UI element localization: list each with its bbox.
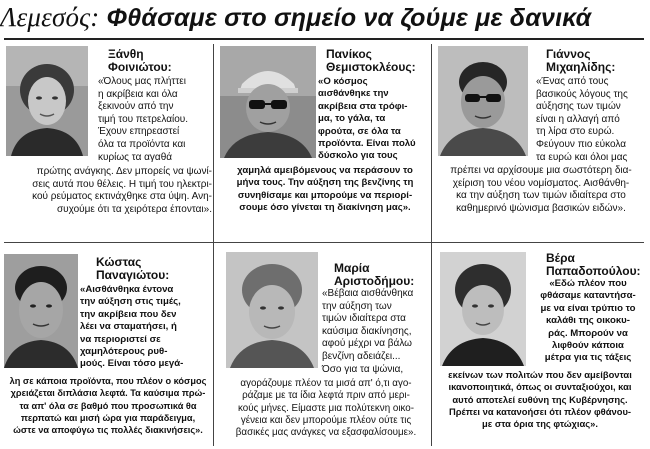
first-name: Βέρα: [546, 251, 575, 265]
quote-narrow: «Όλους μας πλήττει η ακρίβεια και όλα ξεκινούν από την τιμή του πετρελαίου. Έχουν επηρεαστεί όλα τα προϊόντα και κυρίως τα αγαθά: [98, 76, 189, 163]
first-name: Ξάνθη: [108, 47, 144, 61]
quote-wide: εκείνων των πολιτών που δεν αμείβονται ικανοποιητικά, όπως οι συνταξιούχοι, και αυτό αποτελεί ευθύνη της Κυβέρνησης. Πρέπει να κατανοήσει ότι πλέον φθάνου- με στα όρια της φτώχιας».: [448, 369, 632, 430]
last-name: Παναγιώτου:: [96, 268, 170, 282]
person-name: [96, 256, 169, 282]
row-divider: [4, 242, 644, 243]
quote-wide: πρέπει να αρχίσουμε μια σωστότερη δια- χείριση του νέου νομίσματος. Αισθάνθη- κα την αύξηση των τιμών ιδιαίτερα στο καθημερινό ψώνισμα βασικών ειδών».: [450, 165, 632, 214]
quote-narrow: «Βέβαια αισθάνθηκα την αύξηση των τιμών ιδιαίτερα στα καύσιμα διακίνησης, αφού μέχρι να βάλω βενζίνη αδειάζει... Όσο για τα ψώνια,: [322, 288, 414, 375]
last-name: Αριστοδήμου:: [334, 274, 415, 288]
portrait-photo: [440, 252, 526, 366]
quote-wide: λη σε κάποια προϊόντα, που πλέον ο κόσμος χρειάζεται διπλάσια λεφτά. Τα καύσιμα πρώ- τα απ' όλα σε βαθμό που προσωπικά θα περπατώ και μισή ώρα για παράδειγμα, ώστε να αποφύγω τις πολλές διακινήσεις».: [9, 376, 207, 436]
person-name: [108, 48, 172, 74]
last-name: Φοινιώτου:: [108, 60, 172, 74]
last-name: Μιχαηλίδης:: [546, 60, 616, 74]
last-name: Παπαδοπούλου:: [546, 264, 641, 278]
last-name: Θεμιστοκλέους:: [326, 60, 416, 74]
headline-title: Φθάσαμε στο σημείο να ζούμε με δανικά: [106, 4, 592, 32]
first-name: Μαρία: [334, 261, 370, 275]
headline-rule: [4, 38, 644, 40]
headline-place: Λεμεσός:: [0, 2, 100, 32]
quote-narrow: «Ένας από τους βασικούς λόγους της αύξησης των τιμών είναι η αλλαγή από τη λίρα στο ευρώ. Φεύγουν πιο εύκολα τα ευρώ και όλοι μας: [536, 76, 628, 163]
first-name: Γιάννος: [546, 47, 591, 61]
quote-narrow: «Εδώ πλέον που φθάσαμε καταντήσα- με να είναι τρύπιο το καλάθι της οικοκυ- ράς. Μπορούν να λιφθούν κάποια μέτρα για τις τάξεις: [540, 278, 636, 364]
column-divider: [431, 44, 432, 446]
person-name: [334, 262, 414, 288]
quote-wide: πρώτης ανάγκης. Δεν μπορείς να ψωνί- σεις αυτά που θέλεις. Η τιμή του ηλεκτρι- κού ρεύματος εκτινάχθηκε στα ύψη. Ανη- συχούμε ότι τα χειρότερα έπονται».: [32, 166, 212, 215]
portrait-photo: [6, 46, 88, 156]
person-name: [546, 252, 641, 278]
person-name: [326, 48, 416, 74]
quote-narrow: «Αισθάνθηκα έντονα την αύξηση στις τιμές, την ακρίβεια που δεν λέει να σταματήσει, ή να περιοριστεί σε χαμηλότερους ρυθ- μούς. Είναι τόσο μεγά-: [80, 284, 184, 370]
first-name: Πανίκος: [326, 47, 372, 61]
portrait-photo: [226, 252, 318, 368]
quote-narrow: «Ο κόσμος αισθάνθηκε την ακρίβεια στα τρόφι- μα, το γάλα, τα φρούτα, σε όλα τα προϊόντα. Είναι πολύ δύσκολο για τους: [318, 76, 416, 162]
quote-wide: αγοράζουμε πλέον τα μισά απ' ό,τι αγο- ράζαμε με τα ίδια λεφτά πριν από μερι- κούς μήνες. Είμαστε μια πολύτεκνη οικο- γένεια και δεν μπορούμε πλέον ούτε τις βασικές μας ανάγκες να εξασφαλίσουμε».: [235, 378, 417, 439]
column-divider: [213, 44, 214, 446]
quote-wide: χαμηλά αμειβόμενους να περάσουν το μήνα τους. Την αύξηση της βενζίνης τη συνηθίσαμε και μπορούμε να περιορί- σουμε όσο γίνεται τη διακίνηση μας».: [236, 165, 414, 214]
person-name: [546, 48, 615, 74]
first-name: Κώστας: [96, 255, 142, 269]
portrait-photo: [220, 46, 316, 158]
article-headline: [0, 2, 650, 36]
portrait-photo: [4, 254, 78, 368]
portrait-photo: [438, 46, 528, 156]
